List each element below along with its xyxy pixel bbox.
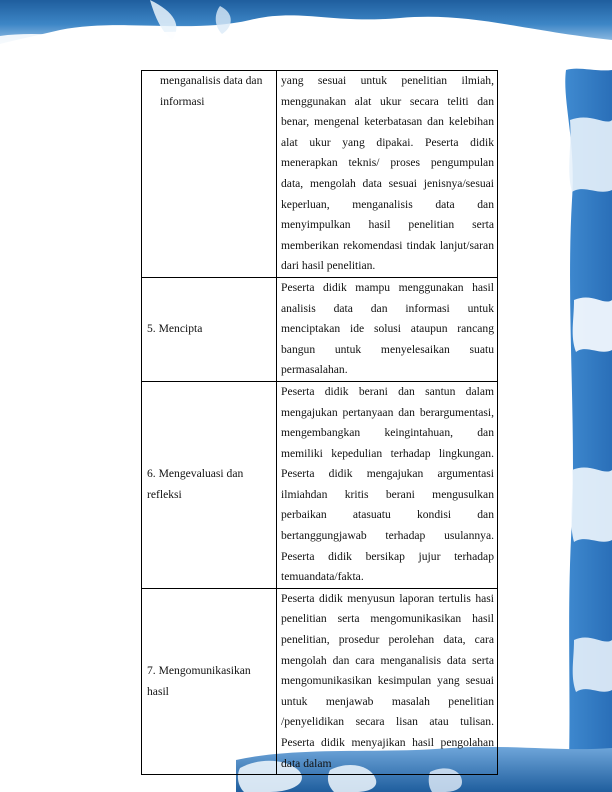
phase-label: 7. Mengomunikasikan hasil	[142, 588, 277, 774]
phase-description: Peserta didik mampu menggunakan hasil analisis data dan informasi untuk menciptakan ide solusi ataupun rancang bangun untuk menyelesaikan suatu permasalahan.	[277, 277, 498, 381]
phase-label: 6. Mengevaluasi dan refleksi	[142, 381, 277, 588]
table-row	[142, 277, 498, 381]
competency-table	[141, 70, 498, 775]
phase-description: Peserta didik menyusun laporan tertulis hasi penelitian serta mengomunikasikan hasil penelitian, prosedur perolehan data, cara mengolah dan cara menganalisis data serta mengomunikasikan kesimpulan yang sesuai untuk menjawab masalah penelitian /penyelidikan secara lisan atau tulisan. Peserta didik menyajikan hasil pengolahan data dalam	[277, 588, 498, 774]
table-row	[142, 588, 498, 774]
phase-label: menganalisis data dan informasi	[142, 71, 277, 278]
phase-label: 5. Mencipta	[142, 277, 277, 381]
table-row	[142, 381, 498, 588]
phase-description: yang sesuai untuk penelitian ilmiah, menggunakan alat ukur secara teliti dan benar, mengenal keterbatasan dan kelebihan alat ukur yang dipakai. Peserta didik menerapkan teknis/ proses pengumpulan data, mengolah data sesuai jenisnya/sesuai keperluan, menganalisis data dan menyimpulkan hasil penelitian serta memberikan rekomendasi tindak lanjut/saran dari hasil penelitian.	[277, 71, 498, 278]
table-row	[142, 71, 498, 278]
phase-description: Peserta didik berani dan santun dalam mengajukan pertanyaan dan berargumentasi, mengembangkan keingintahuan, dan memiliki kepedulian terhadap lingkungan. Peserta didik mengajukan argumentasi ilmiahdan kritis berani mengusulkan perbaikan atasuatu kondisi dan bertanggungjawab terhadap usulannya. Peserta didik bersikap jujur terhadap temuandata/fakta.	[277, 381, 498, 588]
